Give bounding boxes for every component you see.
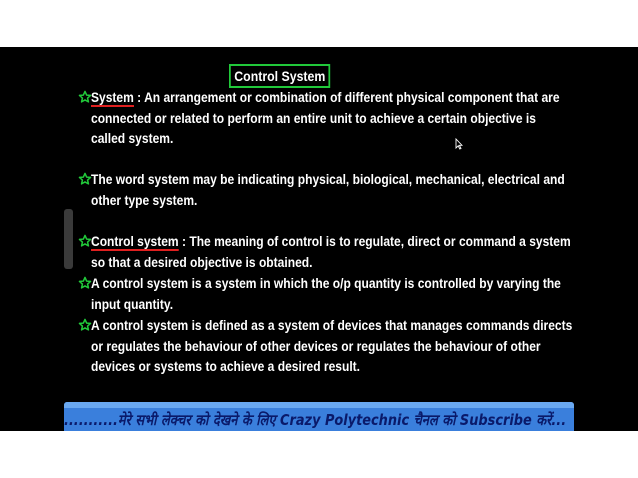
star-outline-icon: [78, 315, 92, 335]
paragraph-text: A control system is a system in which the o/p quantity is controlled by varying the input quantity.: [91, 275, 561, 312]
banner-top-strip: [64, 402, 574, 408]
paragraph-text: The word system may be indicating physical, biological, mechanical, electrical and other type system.: [91, 171, 565, 208]
paragraph-word-system: [78, 169, 638, 210]
paragraph-text: A control system is defined as a system of devices that manages commands directs or regulates the behaviour of other devices or regulates the behaviour of other devices or systems to achieve a desired result.: [91, 317, 573, 374]
star-outline-icon: [78, 169, 92, 189]
paragraph-devices: [78, 315, 638, 377]
side-scroll-handle[interactable]: [64, 209, 73, 269]
slide-title: Control System: [229, 64, 331, 88]
paragraph-op-quantity: [78, 273, 638, 314]
paragraph-text: : An arrangement or combination of different physical component that are connected or related to perform an entire unit to achieve a certain objective is called system.: [91, 89, 560, 146]
term-system: System: [91, 89, 134, 105]
banner-text: ...........मेरे सभी लेक्चर को देखने के लिए Crazy Polytechnic चैनल को Subscribe करें...: [64, 411, 567, 429]
paragraph-text: : The meaning of control is to regulate, direct or command a system so that a desired objective is obtained.: [91, 233, 571, 270]
star-outline-icon: [78, 273, 92, 293]
term-control-system: Control system: [91, 233, 179, 249]
subscribe-banner[interactable]: [64, 402, 574, 431]
slide-canvas: [0, 47, 638, 431]
paragraph-system-definition: [78, 87, 638, 149]
paragraph-control-system-definition: [78, 231, 638, 272]
star-outline-icon: [78, 231, 92, 251]
star-outline-icon: [78, 87, 92, 107]
mouse-pointer-icon: [455, 138, 463, 150]
